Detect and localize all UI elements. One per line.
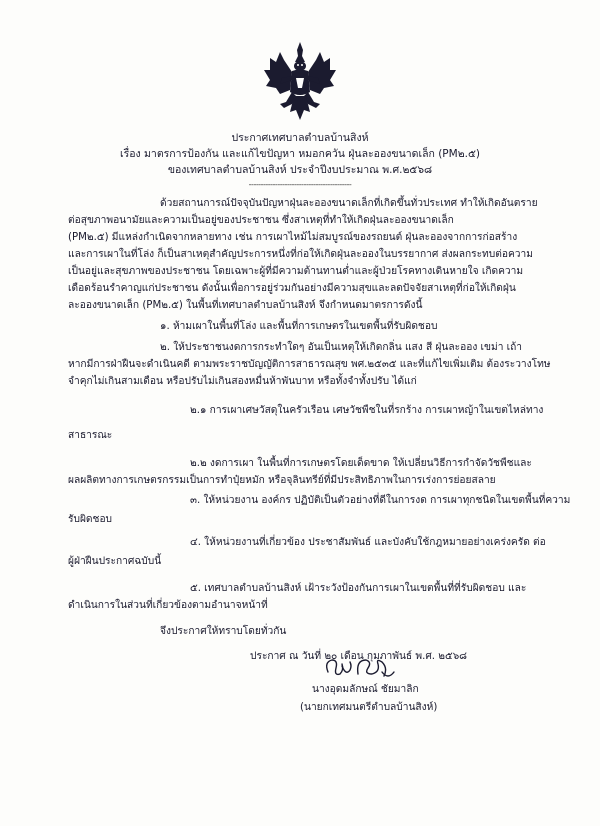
- paragraph-line: จำคุกไม่เกินสามเดือน หรือปรับไม่เกินสองหมื่นห้าพันบาท หรือทั้งจำทั้งปรับ ได้แก่: [68, 376, 417, 387]
- measure-item-2: ๒. ให้ประชาชนงดการกระทำใดๆ อันเป็นเหตุให้เกิดกลิ่น แสง สี ฝุ่นละออง เขม่า เถ้า: [160, 342, 523, 353]
- signer-title: (นายกเทศมนตรีตำบลบ้านสิงห์): [300, 702, 438, 713]
- subject-line: เรื่อง มาตรการป้องกัน และแก้ไขปัญหา หมอกควัน ฝุ่นละอองขนาดเล็ก (PM๒.๕): [120, 148, 480, 160]
- paragraph-line: ผู้ฝ่าฝืนประกาศฉบับนี้: [68, 556, 162, 567]
- measure-item-2-2: ๒.๒ งดการเผา ในพื้นที่การเกษตรโดยเด็ดขาด ให้เปลี่ยนวิธีการกำจัดวัชพืชและ: [190, 458, 532, 469]
- paragraph-line: และการเผาในที่โล่ง ก็เป็นสาเหตุสำคัญประการหนึ่งที่ก่อให้เกิดฝุ่นละอองในบรรยากาศ ส่งผลกระทบต่อความ: [68, 249, 533, 260]
- paragraph-line: รับผิดชอบ: [68, 514, 113, 525]
- paragraph-line: ด้วยสถานการณ์ปัจจุบันปัญหาฝุ่นละอองขนาดเล็กที่เกิดขึ้นทั่วประเทศ ทำให้เกิดอันตราย: [160, 198, 538, 209]
- paragraph-line: หากมีการฝ่าฝืนจะดำเนินคดี ตามพระราชบัญญัติการสาธารณสุข พศ.๒๕๓๕ และที่แก้ไขเพิ่มเติม ต้องระวางโทษ: [68, 359, 551, 370]
- garuda-emblem-icon: [262, 40, 338, 124]
- measure-item-4: ๔. ให้หน่วยงานที่เกี่ยวข้อง ประชาสัมพันธ์ และบังคับใช้กฎหมายอย่างเคร่งครัด ต่อ: [190, 537, 546, 548]
- paragraph-line: (PM๒.๕) มีแหล่งกำเนิดจากหลายทาง เช่น การเผาไหม้ไม่สมบูรณ์ของรถยนต์ ฝุ่นละอองจากการก่อสร้าง: [68, 232, 518, 243]
- paragraph-line: ต่อสุขภาพอนามัยและความเป็นอยู่ของประชาชน ซึ่งสาเหตุที่ทำให้เกิดฝุ่นละอองขนาดเล็ก: [68, 215, 454, 226]
- paragraph-line: เป็นอยู่และสุขภาพของประชาชน โดยเฉพาะผู้ที่มีความต้านทานต่ำและผู้ป่วยโรคทางเดินหายใจ เกิดความ: [68, 266, 524, 277]
- handwritten-signature-icon: [322, 654, 400, 684]
- header-divider: -------------------------------------------: [248, 180, 352, 189]
- measure-item-3: ๓. ให้หน่วยงาน องค์กร ปฏิบัติเป็นตัวอย่างที่ดีในการงด การเผาทุกชนิดในเขตพื้นที่ความ: [190, 495, 571, 506]
- measure-item-2-1: ๒.๑ การเผาเศษวัสดุในครัวเรือน เศษวัชพืชในที่รกร้าง การเผาหญ้าในเขตไหล่ทาง: [190, 405, 544, 416]
- paragraph-line: เดือดร้อนรำคาญแก่ประชาชน ดังนั้นเพื่อการอยู่ร่วมกันอย่างมีความสุขและลดปัจจัยสาเหตุที่ก่อให้เกิดฝุ่น: [68, 283, 516, 294]
- paragraph-line: ดำเนินการในส่วนที่เกี่ยวข้องตามอำนาจหน้าที่: [68, 600, 268, 611]
- measure-item-5: ๕. เทศบาลตำบลบ้านสิงห์ เฝ้าระวังป้องกันการเผาในเขตพื้นที่ที่รับผิดชอบ และ: [190, 583, 527, 594]
- date-line: ประกาศ ณ วันที่ ๒๐ เดือน กุมภาพันธ์ พ.ศ. ๒๕๖๘: [250, 651, 468, 662]
- announcement-title: ประกาศเทศบาลตำบลบ้านสิงห์: [231, 132, 369, 144]
- subject-line-2: ของเทศบาลตำบลบ้านสิงห์ ประจำปีงบประมาณ พ.ศ.๒๕๖๘: [167, 164, 433, 176]
- paragraph-line: ละอองขนาดเล็ก (PM๒.๕) ในพื้นที่เทศบาลตำบลบ้านสิงห์ จึงกำหนดมาตรการดังนี้: [68, 300, 423, 311]
- signer-name: นางอุดมลักษณ์ ชัยมาลิก: [312, 684, 419, 695]
- paragraph-line: ผลผลิตทางการเกษตรกรรมเป็นการทำปุ๋ยหมัก หรือจุลินทรีย์ที่มีประสิทธิภาพในการเร่งการย่อยสลาย: [68, 475, 496, 486]
- measure-item-1: ๑. ห้ามเผาในพื้นที่โล่ง และพื้นที่การเกษตรในเขตพื้นที่รับผิดชอบ: [160, 321, 438, 332]
- paragraph-line: สาธารณะ: [68, 430, 113, 441]
- closing-line: จึงประกาศให้ทราบโดยทั่วกัน: [160, 626, 287, 637]
